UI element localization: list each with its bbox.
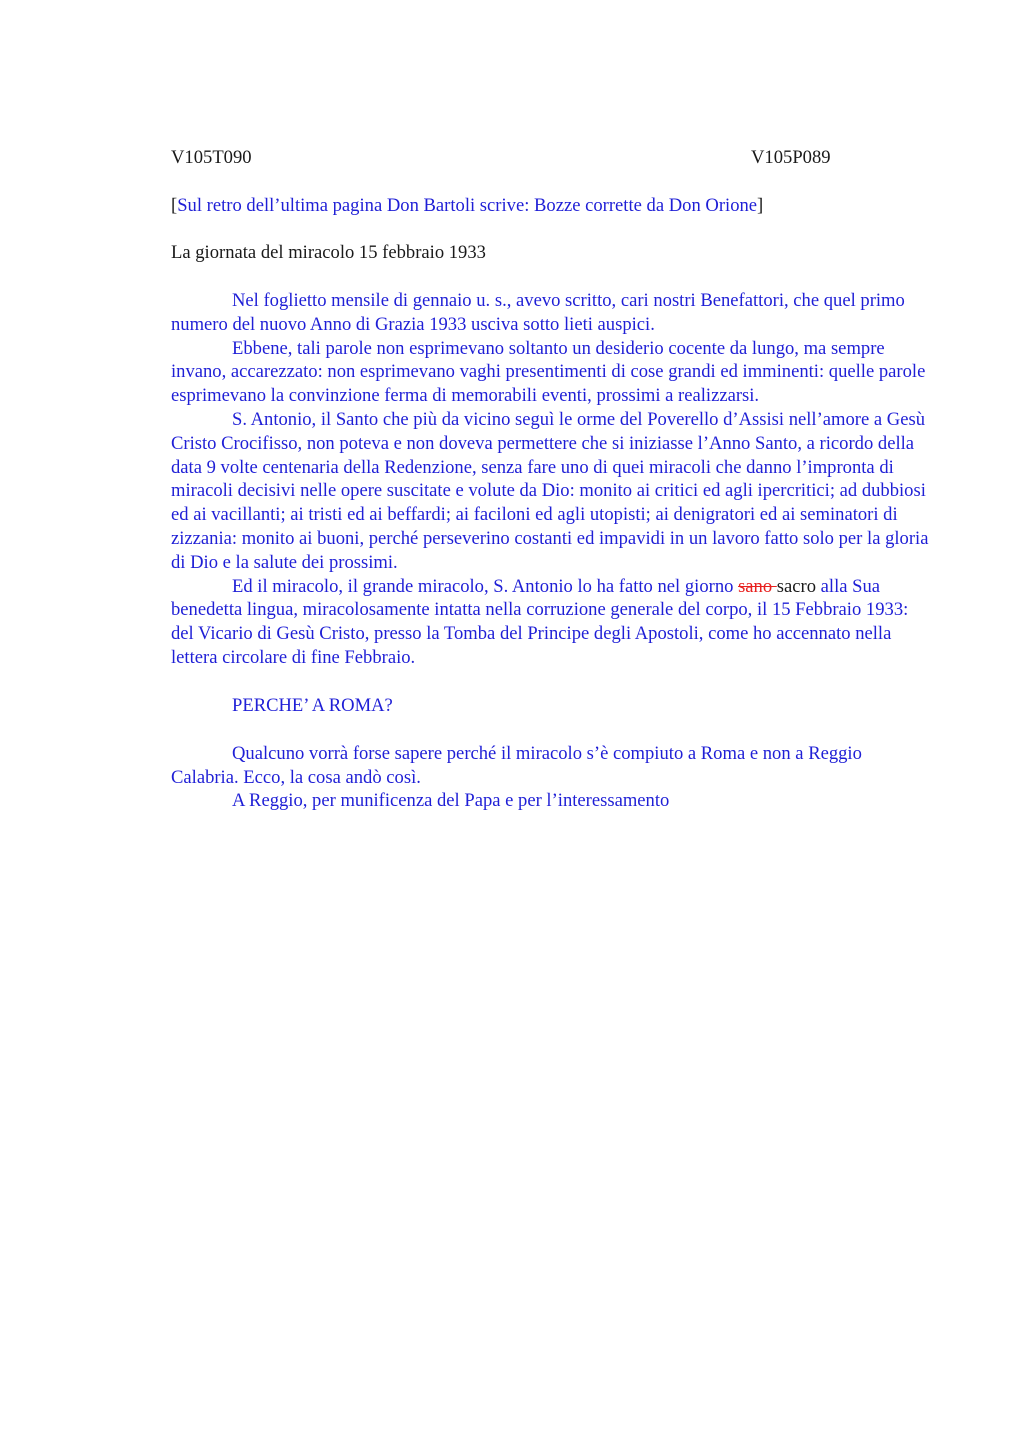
body-text: [171, 289, 931, 670]
page-content: [171, 146, 931, 813]
section-body: [171, 742, 931, 813]
paragraph: S. Antonio, il Santo che più da vicino seguì le orme del Poverello d’Assisi nell’amore a Gesù Cristo Crocifisso, non poteva e non doveva permettere che si iniziasse l’Anno Santo, a ricordo della data 9 volte centenaria della Redenzione, senza fare uno di quei miracoli che danno l’impronta di miracoli decisivi nelle opere suscitate e volute da Dio: monito ai critici ed agli ipercritici; ad dubbiosi ed ai vacillanti; ai tristi ed ai beffardi; ai faciloni ed agli utopisti; ai denigratori ed ai seminatori di zizzania: monito ai buoni, perché perseverino costanti ed impavidi in un lavoro fatto solo per la gloria di Dio e la salute dei prossimi.: [171, 408, 929, 573]
note-text: Sul retro dell’ultima pagina Don Bartoli scrive: Bozze corrette da Don Orione: [177, 195, 758, 216]
paragraph: Ebbene, tali parole non esprimevano soltanto un desiderio cocente da lungo, ma sempre invano, accarezzato: non esprimevano vaghi presentimenti di cose grandi ed imminenti: quelle parole esprimevano la convinzione ferma di memorabili eventi, prossimi a realizzarsi.: [171, 337, 926, 407]
inserted-word: sacro: [776, 575, 817, 597]
document-title: La giornata del miracolo 15 febbraio 1933: [171, 242, 486, 263]
section-heading: PERCHE’ A ROMA?: [232, 694, 393, 716]
document-code-left: V105T090: [171, 147, 252, 168]
note-open-bracket: [: [171, 195, 178, 216]
miracle-text-after: alla Sua benedetta lingua, miracolosamente intatta nella corruzione generale del corpo, il 15 Febbraio 1933: del Vicario di Gesù Cristo, presso la Tomba del Principe degli Apostoli, come ho accennato nella lettera circolare di fine Febbraio.: [171, 575, 909, 668]
paragraph: Qualcuno vorrà forse sapere perché il miracolo s’è compiuto a Roma e non a Reggio Calabria. Ecco, la cosa andò così.: [171, 742, 862, 788]
paragraph: A Reggio, per munificenza del Papa e per l’interessamento: [232, 790, 670, 812]
document-header: [171, 146, 931, 170]
paragraph: Nel foglietto mensile di gennaio u. s., avevo scritto, cari nostri Benefattori, che quel primo numero del nuovo Anno di Grazia 1933 usciva sotto lieti auspici.: [171, 290, 905, 335]
miracle-paragraph: [171, 575, 931, 670]
note-close-bracket: ]: [757, 195, 764, 216]
document-code-right: V105P089: [751, 147, 831, 168]
editorial-note: [171, 194, 931, 218]
deleted-word: sano: [738, 575, 777, 597]
miracle-text-before: Ed il miracolo, il grande miracolo, S. Antonio lo ha fatto nel giorno: [232, 575, 739, 597]
